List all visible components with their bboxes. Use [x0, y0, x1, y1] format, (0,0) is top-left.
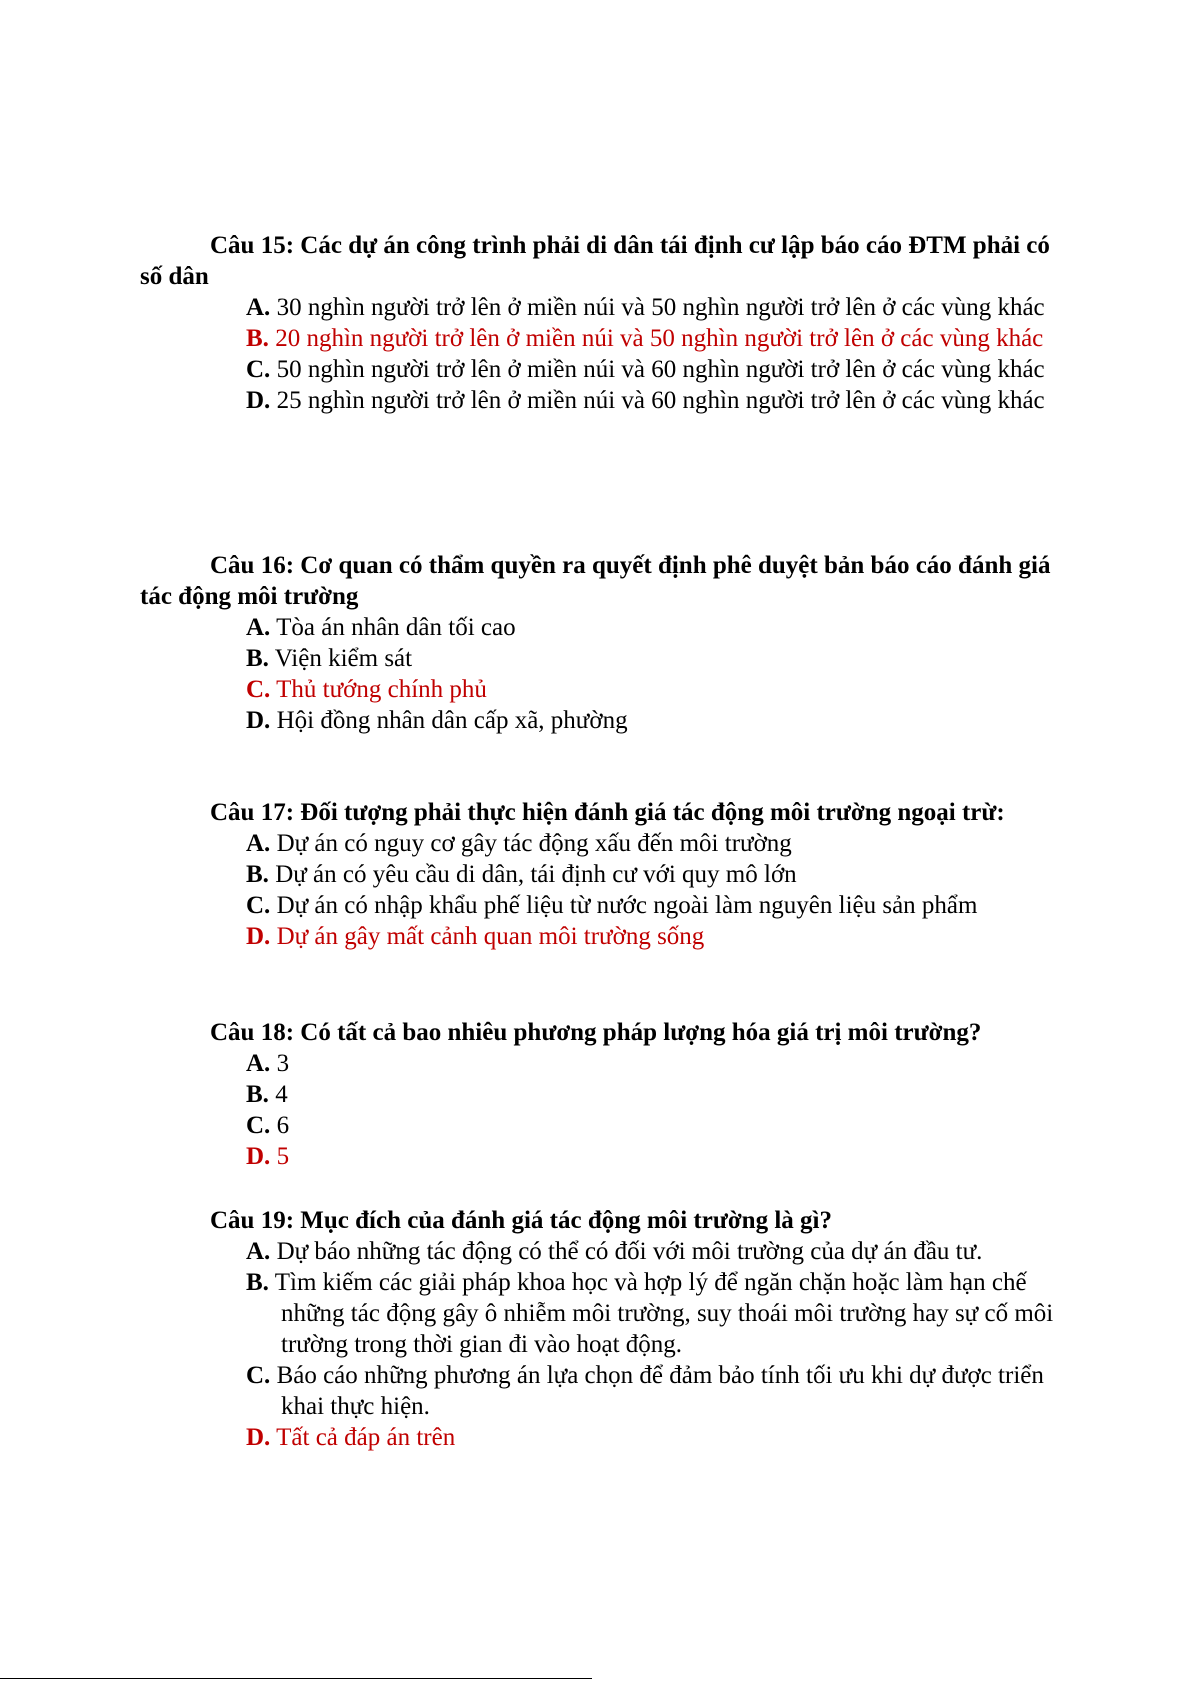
option-b	[246, 859, 1070, 890]
option-c	[246, 674, 1070, 705]
option-d	[246, 1141, 1070, 1172]
question-text: Mục đích của đánh giá tác động môi trường là gì?	[300, 1207, 832, 1234]
option-text: 5	[276, 1143, 290, 1170]
option-letter: C.	[246, 1362, 271, 1389]
option-c	[246, 1110, 1070, 1141]
question-text: Các dự án công trình phải di dân tái định cư lập báo cáo ĐTM phải có số dân	[140, 232, 1050, 290]
option-text: Viện kiểm sát	[274, 645, 413, 672]
option-a	[246, 292, 1070, 323]
option-letter: C.	[246, 892, 271, 919]
option-letter: C.	[246, 676, 271, 703]
option-d	[246, 1422, 1070, 1453]
question-text: Có tất cả bao nhiêu phương pháp lượng hóa giá trị môi trường?	[300, 1019, 982, 1046]
option-text: Dự án có nhập khẩu phế liệu từ nước ngoài làm nguyên liệu sản phẩm	[276, 892, 978, 919]
option-letter: A.	[246, 1050, 271, 1077]
option-a	[246, 1236, 1070, 1267]
option-text: 50 nghìn người trở lên ở miền núi và 60 nghìn người trở lên ở các vùng khác	[276, 356, 1045, 383]
option-letter: C.	[246, 1112, 271, 1139]
option-c	[246, 890, 1070, 921]
option-letter: B.	[246, 1269, 269, 1296]
option-c	[246, 354, 1070, 385]
option-c	[246, 1360, 1070, 1422]
option-letter: B.	[246, 861, 269, 888]
option-letter: D.	[246, 1143, 271, 1170]
question-label: Câu 17:	[210, 799, 295, 826]
option-d	[246, 385, 1070, 416]
option-text: 4	[275, 1081, 288, 1108]
option-text: Thủ tướng chính phủ	[276, 676, 487, 703]
option-a	[246, 1048, 1070, 1079]
question-19	[140, 1205, 1070, 1453]
option-b	[246, 1079, 1070, 1110]
option-letter: B.	[246, 645, 269, 672]
option-d	[246, 921, 1070, 952]
question-text: Cơ quan có thẩm quyền ra quyết định phê duyệt bản báo cáo đánh giá tác động môi trường	[140, 552, 1051, 610]
question-16	[140, 550, 1070, 736]
option-letter: A.	[246, 1238, 271, 1265]
option-letter: A.	[246, 294, 271, 321]
question-title	[140, 1205, 1070, 1236]
footnote-separator	[0, 1678, 592, 1679]
option-letter: D.	[246, 387, 271, 414]
option-text: 6	[276, 1112, 290, 1139]
question-label: Câu 16:	[210, 552, 295, 579]
option-list	[140, 1048, 1070, 1172]
question-title	[140, 550, 1070, 612]
option-letter: A.	[246, 614, 271, 641]
option-text: Dự án có yêu cầu di dân, tái định cư với quy mô lớn	[275, 861, 797, 888]
option-letter: D.	[246, 1424, 271, 1451]
option-text: Hội đồng nhân dân cấp xã, phường	[276, 707, 628, 734]
question-title	[140, 1017, 1070, 1048]
option-letter: C.	[246, 356, 271, 383]
option-text: Dự án có nguy cơ gây tác động xấu đến môi trường	[276, 830, 792, 857]
option-letter: D.	[246, 923, 271, 950]
option-text: Dự án gây mất cảnh quan môi trường sống	[276, 923, 705, 950]
option-text: Dự báo những tác động có thể có đối với môi trường của dự án đầu tư.	[276, 1238, 983, 1265]
question-title	[140, 797, 1070, 828]
question-15	[140, 230, 1070, 416]
option-text: Báo cáo những phương án lựa chọn để đảm bảo tính tối ưu khi dự được triển khai thực hiện.	[276, 1362, 1044, 1420]
question-label: Câu 18:	[210, 1019, 295, 1046]
option-text: Tìm kiếm các giải pháp khoa học và hợp lý để ngăn chặn hoặc làm hạn chế những tác động gây ô nhiễm môi trường, suy thoái môi trường hay sự cố môi trường trong thời gian đi vào hoạt động.	[274, 1269, 1054, 1358]
question-label: Câu 15:	[210, 232, 295, 259]
question-text: Đối tượng phải thực hiện đánh giá tác động môi trường ngoại trừ:	[300, 799, 1005, 826]
option-text: 25 nghìn người trở lên ở miền núi và 60 nghìn người trở lên ở các vùng khác	[276, 387, 1045, 414]
option-text: 20 nghìn người trở lên ở miền núi và 50 nghìn người trở lên ở các vùng khác	[275, 325, 1044, 352]
question-18	[140, 1017, 1070, 1172]
option-letter: B.	[246, 1081, 269, 1108]
option-letter: D.	[246, 707, 271, 734]
option-b	[246, 323, 1070, 354]
option-letter: A.	[246, 830, 271, 857]
option-text: 30 nghìn người trở lên ở miền núi và 50 nghìn người trở lên ở các vùng khác	[276, 294, 1045, 321]
option-text: Tòa án nhân dân tối cao	[276, 614, 516, 641]
option-list	[140, 292, 1070, 416]
option-b	[246, 643, 1070, 674]
option-list	[140, 828, 1070, 952]
question-label: Câu 19:	[210, 1207, 295, 1234]
option-a	[246, 828, 1070, 859]
option-list	[140, 1236, 1070, 1453]
option-a	[246, 612, 1070, 643]
option-text: 3	[276, 1050, 290, 1077]
option-list	[140, 612, 1070, 736]
question-title	[140, 230, 1070, 292]
question-17	[140, 797, 1070, 952]
option-d	[246, 705, 1070, 736]
option-b	[246, 1267, 1070, 1360]
option-text: Tất cả đáp án trên	[276, 1424, 456, 1451]
option-letter: B.	[246, 325, 269, 352]
